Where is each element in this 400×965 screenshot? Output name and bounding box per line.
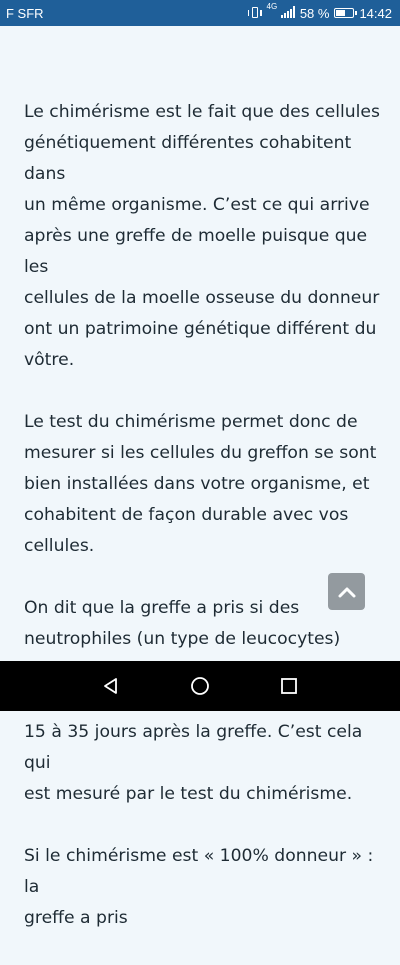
back-icon: [101, 676, 121, 696]
battery-icon: [334, 8, 354, 18]
article-paragraph: Le chimérisme est le fait que des cellules génétiquement différentes cohabitent dans un même organisme. C’est ce qui arrive après une greffe de moelle puisque que les cellules de la moelle osseuse du donneur ont un patrimoine génétique différent du vôtre.: [24, 102, 380, 370]
article-body: [24, 66, 384, 965]
status-bar: [0, 0, 400, 26]
home-icon: [190, 676, 210, 696]
article-paragraph: Si le chimérisme est « 100% donneur » : la greffe a pris: [24, 846, 374, 928]
navigation-bar: [0, 661, 400, 711]
scroll-to-top-button[interactable]: [328, 573, 365, 610]
back-button[interactable]: [81, 661, 141, 711]
recents-icon: [279, 676, 299, 696]
chevron-up-icon: [337, 585, 357, 599]
vibrate-icon: [248, 6, 262, 20]
article-paragraph: On dit que la greffe a pris si des neutrophiles (un type de leucocytes) 15 à 35 jours après la greffe. C’est cela qui est mesuré par le test du chimérisme.: [24, 598, 363, 804]
network-type: 4G: [266, 1, 278, 11]
recents-button[interactable]: [259, 661, 319, 711]
signal-icon: [266, 1, 295, 21]
battery-percent: 58 %: [299, 5, 330, 21]
clock: 14:42: [359, 5, 392, 21]
home-button[interactable]: [170, 661, 230, 711]
carrier-label: F SFR: [6, 5, 44, 21]
article-paragraph: Le test du chimérisme permet donc de mesurer si les cellules du greffon se sont bien installées dans votre organisme, et cohabitent de façon durable avec vos cellules.: [24, 412, 377, 556]
status-icons: [248, 1, 392, 21]
